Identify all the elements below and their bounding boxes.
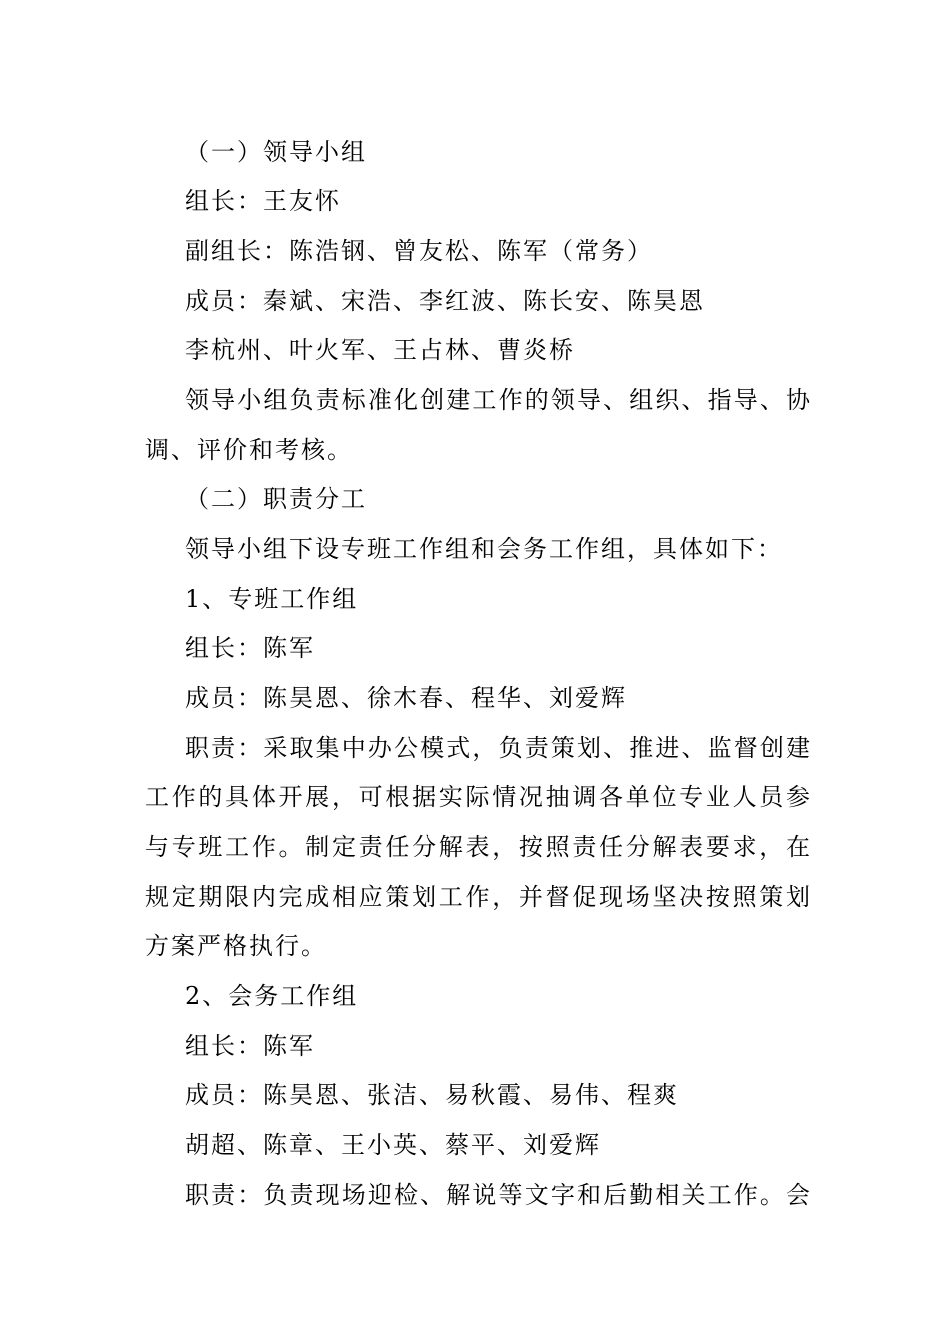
group-1-duty-line: 职责：采取集中办公模式，负责策划、推进、监督创建	[185, 734, 810, 762]
group-2-title: 2、会务工作组	[185, 982, 359, 1010]
section-heading-leading-group: （一）领导小组	[185, 138, 367, 166]
group-2-members: 成员：陈昊恩、张洁、易秋霞、易伟、程爽	[185, 1081, 679, 1109]
leader-line: 组长：王友怀	[185, 187, 341, 215]
duty-paragraph-line: 领导小组负责标准化创建工作的领导、组织、指导、协	[185, 386, 810, 414]
group-1-duty-line: 规定期限内完成相应策划工作，并督促现场坚决按照策划	[145, 883, 810, 911]
group-1-title: 1、专班工作组	[185, 585, 359, 613]
group-2-leader: 组长：陈军	[185, 1032, 315, 1060]
duty-paragraph-line: 调、评价和考核。	[145, 436, 353, 464]
group-1-duty-line: 工作的具体开展，可根据实际情况抽调各单位专业人员参	[145, 783, 810, 811]
intro-paragraph: 领导小组下设专班工作组和会务工作组，具体如下：	[185, 535, 783, 563]
group-1-duty-line: 方案严格执行。	[145, 932, 327, 960]
members-line: 成员：秦斌、宋浩、李红波、陈长安、陈昊恩	[185, 287, 705, 315]
group-1-members: 成员：陈昊恩、徐木春、程华、刘爱辉	[185, 684, 627, 712]
deputy-leaders-line: 副组长：陈浩钢、曾友松、陈军（常务）	[185, 237, 653, 265]
group-1-leader: 组长：陈军	[185, 634, 315, 662]
members-line-continued: 李杭州、叶火军、王占林、曹炎桥	[185, 336, 575, 364]
group-2-members-continued: 胡超、陈章、王小英、蔡平、刘爱辉	[185, 1131, 601, 1159]
group-1-duty-line: 与专班工作。制定责任分解表，按照责任分解表要求，在	[145, 833, 810, 861]
group-2-duty-line: 职责：负责现场迎检、解说等文字和后勤相关工作。会	[185, 1181, 810, 1209]
section-heading-division-of-duties: （二）职责分工	[185, 485, 367, 513]
